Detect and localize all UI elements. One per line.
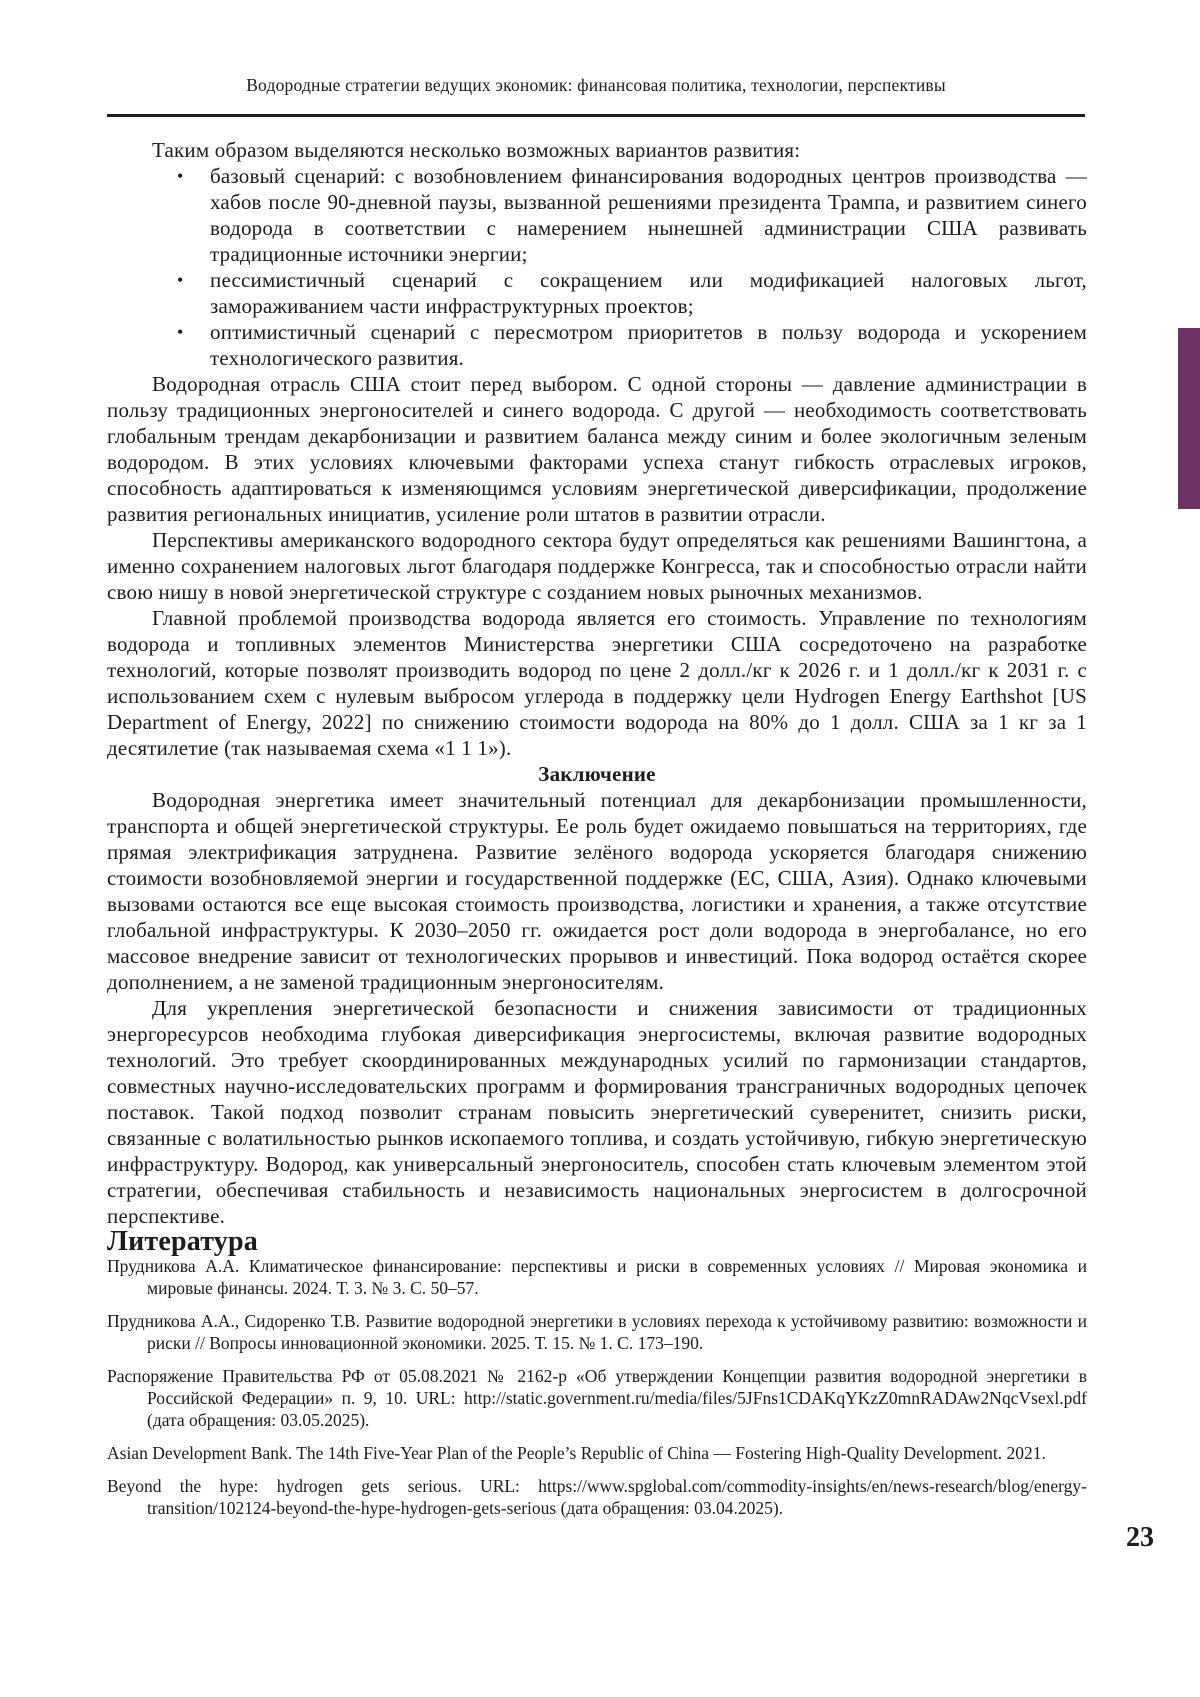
conclusion-heading: Заключение	[538, 762, 656, 786]
scenario-item-optimistic	[107, 319, 1087, 371]
scenario-item-text: оптимистичный сценарий с пересмотром приоритетов в пользу водорода и ускорением технологического развития.	[210, 320, 1087, 370]
bullet-icon: •	[177, 270, 184, 290]
scenario-item-text: пессимистичный сценарий с сокращением или модификацией налоговых льгот, замораживанием части инфраструктурных проектов;	[210, 268, 1087, 318]
scenario-list	[107, 163, 1087, 371]
body-paragraph: Перспективы американского водородного сектора будут определяться как решениями Вашингтона, а именно сохранением налоговых льгот благодаря поддержке Конгресса, так и способностью отрасли найти свою нишу в новой энергетической структуре с созданием новых рыночных механизмов.	[107, 528, 1087, 604]
intro-paragraph: Таким образом выделяются несколько возможных вариантов развития:	[152, 138, 801, 162]
scenario-item-pessimistic	[107, 267, 1087, 319]
body-paragraph: Главной проблемой производства водорода является его стоимость. Управление по технологиям водорода и топливных элементов Министерства энергетики США сосредоточено на разработке технологий, которые позволят производить водород по цене 2 долл./кг к 2026 г. и 1 долл./кг к 2031 г. с использованием схем с нулевым выбросом углерода в поддержку цели Hydrogen Energy Earthshot [US Department of Energy, 2022] по снижению стоимости водорода на 80% до 1 долл. США за 1 кг за 1 десятилетие (так называемая схема «1 1 1»).	[107, 606, 1087, 760]
reference-item: Beyond the hype: hydrogen gets serious. URL: https://www.spglobal.com/commodity-insights/en/news-research/blog/energy-transition/102124-beyond-the-hype-hydrogen-gets-serious (дата обращения: 03.04.2025).	[107, 1476, 1087, 1518]
reference-item: Распоряжение Правительства РФ от 05.08.2021 № 2162-р «Об утверждении Концепции развития водородной энергетики в Российской Федерации» п. 9, 10. URL: http://static.government.ru/media/files/5JFns1CDAKqYKzZ0mnRADAw2NqcVsexl.pdf (дата обращения: 03.05.2025).	[107, 1366, 1087, 1430]
references-heading: Литература	[107, 1226, 258, 1257]
scenario-item-base	[107, 163, 1087, 267]
article-body	[107, 137, 1087, 1530]
reference-item: Asian Development Bank. The 14th Five-Year Plan of the People’s Republic of China — Fostering High-Quality Development. 2021.	[107, 1443, 1046, 1463]
reference-item: Прудникова А.А. Климатическое финансирование: перспективы и риски в современных условиях // Мировая экономика и мировые финансы. 2024. Т. 3. № 3. С. 50–57.	[107, 1256, 1087, 1298]
reference-list	[107, 1255, 1087, 1519]
scenario-item-text: базовый сценарий: с возобновлением финансирования водородных центров производства — хабов после 90-дневной паузы, вызванной решениями президента Трампа, и развитием синего водорода в соответствии с намерением нынешней администрации США развивать традиционные источники энергии;	[210, 164, 1087, 266]
header-rule	[107, 114, 1085, 117]
bullet-icon: •	[177, 166, 184, 186]
page-number: 23	[1126, 1522, 1154, 1553]
bullet-icon: •	[177, 322, 184, 342]
conclusion-paragraph: Водородная энергетика имеет значительный потенциал для декарбонизации промышленности, транспорта и общей энергетической структуры. Ее роль будет ожидаемо повышаться на территориях, где прямая электрификация затруднена. Развитие зелёного водорода ускоряется благодаря снижению стоимости возобновляемой энергии и государственной поддержке (ЕС, США, Азия). Однако ключевыми вызовами остаются все еще высокая стоимость производства, логистики и хранения, а также отсутствие глобальной инфраструктуры. К 2030–2050 гг. ожидается рост доли водорода в энергобалансе, но его массовое внедрение зависит от технологических прорывов и инвестиций. Пока водород остаётся скорее дополнением, а не заменой традиционным энергоносителям.	[107, 788, 1087, 994]
running-head: Водородные стратегии ведущих экономик: финансовая политика, технологии, перспективы	[246, 75, 946, 95]
conclusion-paragraph: Для укрепления энергетической безопасности и снижения зависимости от традиционных энергоресурсов необходима глубокая диверсификация энергосистемы, включая развитие водородных технологий. Это требует скоординированных международных усилий по гармонизации стандартов, совместных научно-исследовательских программ и формирования трансграничных водородных цепочек поставок. Такой подход позволит странам повысить энергетический суверенитет, снизить риски, связанные с волатильностью рынков ископаемого топлива, и создать устойчивую, гибкую энергетическую инфраструктуру. Водород, как универсальный энергоноситель, способен стать ключевым элементом этой стратегии, обеспечивая стабильность и независимость национальных энергосистем в долгосрочной перспективе.	[107, 996, 1087, 1228]
reference-item: Прудникова А.А., Сидоренко Т.В. Развитие водородной энергетики в условиях перехода к устойчивому развитию: возможности и риски // Вопросы инновационной экономики. 2025. Т. 15. № 1. С. 173–190.	[107, 1311, 1087, 1353]
body-paragraph: Водородная отрасль США стоит перед выбором. С одной стороны — давление администрации в пользу традиционных энергоносителей и синего водорода. С другой — необходимость соответствовать глобальным трендам декарбонизации и развитием баланса между синим и более экологичным зеленым водородом. В этих условиях ключевыми факторами успеха станут гибкость отраслевых игроков, способность адаптироваться к изменяющимся условиям энергетической диверсификации, продолжение развития региональных инициатив, усиление роли штатов в развитии отрасли.	[107, 372, 1087, 526]
margin-accent-bar	[1178, 328, 1200, 509]
